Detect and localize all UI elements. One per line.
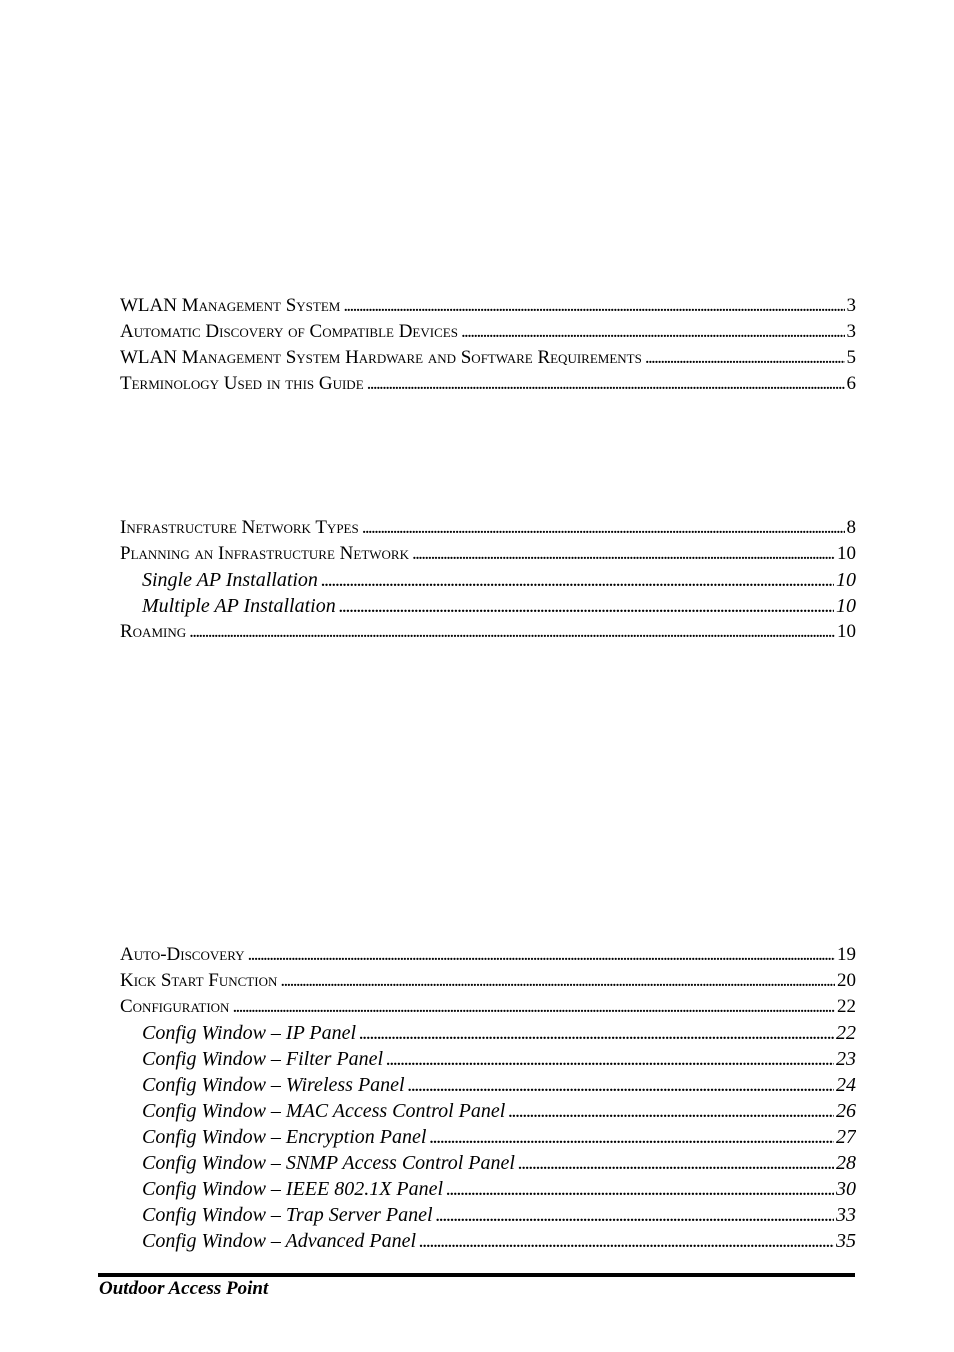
toc-subentry[interactable]: [120, 567, 856, 593]
toc-entry-label: Config Window – Trap Server Panel: [142, 1204, 433, 1226]
toc-entry-label: Planning an Infrastructure Network: [120, 543, 409, 564]
toc-entry-page-number: 26: [836, 1100, 856, 1122]
toc-entry[interactable]: [120, 371, 856, 397]
toc-entry-page-number: 22: [836, 1022, 856, 1044]
toc-leader-dots: [408, 1072, 834, 1098]
toc-leader-dots: [362, 515, 845, 541]
toc-entry-label: Multiple AP Installation: [142, 595, 336, 617]
toc-entry-label: WLAN Management System Hardware and Software Requirements: [120, 347, 642, 368]
toc-entry[interactable]: [120, 345, 856, 371]
toc-subentry[interactable]: [120, 1176, 856, 1202]
toc-leader-dots: [248, 942, 835, 968]
toc-entry[interactable]: [120, 541, 856, 567]
toc-entry-page-number: 22: [837, 996, 856, 1017]
toc-leader-dots: [436, 1202, 834, 1228]
toc-entry[interactable]: [120, 942, 856, 968]
toc-group-3: [120, 942, 856, 1254]
toc-entry-label: Kick Start Function: [120, 970, 278, 991]
toc-entry-label: Infrastructure Network Types: [120, 517, 359, 538]
toc-subentry[interactable]: [120, 1072, 856, 1098]
toc-entry-label: Config Window – MAC Access Control Panel: [142, 1100, 506, 1122]
toc-entry-label: Config Window – Advanced Panel: [142, 1230, 417, 1252]
toc-entry-page-number: 8: [846, 517, 856, 538]
toc-entry[interactable]: [120, 619, 856, 645]
toc-entry-label: Config Window – Encryption Panel: [142, 1126, 427, 1148]
toc-entry-page-number: 10: [836, 595, 856, 617]
toc-entry-page-number: 19: [837, 944, 856, 965]
toc-entry[interactable]: [120, 968, 856, 994]
toc-entry-page-number: 30: [836, 1178, 856, 1200]
toc-leader-dots: [461, 319, 845, 345]
toc-entry-page-number: 27: [836, 1126, 856, 1148]
toc-leader-dots: [446, 1176, 834, 1202]
toc-subentry[interactable]: [120, 1228, 856, 1254]
toc-entry[interactable]: [120, 319, 856, 345]
toc-entry-label: Terminology Used in this Guide: [120, 373, 364, 394]
toc-entry-label: Automatic Discovery of Compatible Devices: [120, 321, 458, 342]
toc-entry[interactable]: [120, 293, 856, 319]
toc-leader-dots: [429, 1124, 834, 1150]
toc-entry-label: Config Window – IEEE 802.1X Panel: [142, 1178, 444, 1200]
toc-group-1: [120, 293, 856, 397]
toc-leader-dots: [518, 1150, 834, 1176]
toc-leader-dots: [508, 1098, 834, 1124]
toc-entry-label: Config Window – Wireless Panel: [142, 1074, 405, 1096]
toc-entry-page-number: 28: [836, 1152, 856, 1174]
toc-entry-label: WLAN Management System: [120, 295, 341, 316]
toc-subentry[interactable]: [120, 593, 856, 619]
toc-subentry[interactable]: [120, 1124, 856, 1150]
toc-subentry[interactable]: [120, 1202, 856, 1228]
toc-entry-page-number: 10: [837, 621, 856, 642]
toc-leader-dots: [280, 968, 835, 994]
toc-entry-page-number: 3: [846, 321, 856, 342]
toc-subentry[interactable]: [120, 1150, 856, 1176]
toc-entry-page-number: 6: [846, 373, 856, 394]
toc-leader-dots: [232, 994, 835, 1020]
toc-leader-dots: [412, 541, 835, 567]
toc-entry[interactable]: [120, 515, 856, 541]
toc-leader-dots: [419, 1228, 834, 1254]
toc-entry-page-number: 10: [836, 569, 856, 591]
toc-leader-dots: [339, 593, 834, 619]
toc-entry-page-number: 10: [837, 543, 856, 564]
toc-entry-page-number: 24: [836, 1074, 856, 1096]
toc-leader-dots: [189, 619, 835, 645]
toc-entry-page-number: 20: [837, 970, 856, 991]
toc-leader-dots: [367, 371, 845, 397]
toc-entry-label: Config Window – SNMP Access Control Panel: [142, 1152, 515, 1174]
toc-subentry[interactable]: [120, 1046, 856, 1072]
toc-entry-page-number: 33: [836, 1204, 856, 1226]
toc-entry-label: Config Window – IP Panel: [142, 1022, 357, 1044]
toc-group-2: [120, 515, 856, 645]
toc-entry-page-number: 5: [846, 347, 856, 368]
toc-leader-dots: [386, 1046, 834, 1072]
toc-subentry[interactable]: [120, 1098, 856, 1124]
toc-entry-page-number: 23: [836, 1048, 856, 1070]
toc-entry-label: Auto-Discovery: [120, 944, 245, 965]
toc-leader-dots: [321, 567, 834, 593]
footer-title: Outdoor Access Point: [99, 1278, 269, 1299]
toc-entry-label: Configuration: [120, 996, 230, 1017]
toc-entry-label: Roaming: [120, 621, 187, 642]
toc-entry[interactable]: [120, 994, 856, 1020]
toc-leader-dots: [359, 1020, 834, 1046]
toc-entry-page-number: 35: [836, 1230, 856, 1252]
toc-entry-page-number: 3: [846, 295, 856, 316]
toc-entry-label: Single AP Installation: [142, 569, 318, 591]
toc-subentry[interactable]: [120, 1020, 856, 1046]
toc-leader-dots: [645, 345, 845, 371]
toc-entry-label: Config Window – Filter Panel: [142, 1048, 384, 1070]
toc-leader-dots: [343, 293, 844, 319]
